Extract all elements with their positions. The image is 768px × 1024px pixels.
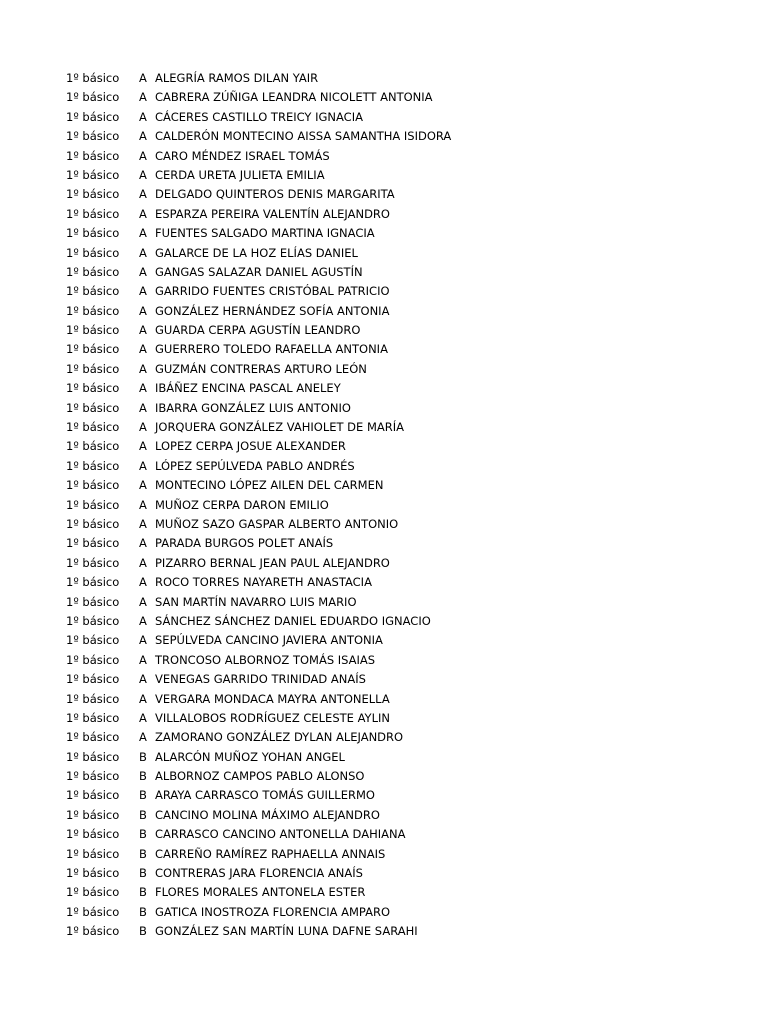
student-row [0,185,768,204]
section-cell: A [139,187,147,202]
student-row [0,786,768,805]
student-row [0,147,768,166]
section-cell: B [139,924,147,939]
student-name-cell: IBÁÑEZ ENCINA PASCAL ANELEY [155,381,341,396]
section-cell: A [139,342,147,357]
student-name-cell: ZAMORANO GONZÁLEZ DYLAN ALEJANDRO [155,730,404,745]
student-row [0,573,768,592]
student-row [0,651,768,670]
student-row [0,399,768,418]
section-cell: A [139,575,147,590]
grade-cell: 1º básico [66,866,120,881]
section-cell: A [139,458,147,473]
section-cell: A [139,226,147,241]
student-name-cell: ESPARZA PEREIRA VALENTÍN ALEJANDRO [155,206,390,221]
student-name-cell: MUÑOZ CERPA DARON EMILIO [155,497,329,512]
student-row [0,476,768,495]
student-row [0,728,768,747]
grade-cell: 1º básico [66,264,120,279]
student-name-cell: ARAYA CARRASCO TOMÁS GUILLERMO [155,788,375,803]
student-row [0,340,768,359]
student-name-cell: CONTRERAS JARA FLORENCIA ANAÍS [155,866,363,881]
student-name-cell: SEPÚLVEDA CANCINO JAVIERA ANTONIA [155,633,383,648]
student-row [0,864,768,883]
grade-cell: 1º básico [66,148,120,163]
section-cell: A [139,129,147,144]
student-name-cell: PARADA BURGOS POLET ANAÍS [155,536,334,551]
grade-cell: 1º básico [66,458,120,473]
student-row [0,88,768,107]
grade-cell: 1º básico [66,633,120,648]
grade-cell: 1º básico [66,594,120,609]
grade-cell: 1º básico [66,323,120,338]
student-name-cell: ALARCÓN MUÑOZ YOHAN ANGEL [155,749,345,764]
student-name-cell: SÁNCHEZ SÁNCHEZ DANIEL EDUARDO IGNACIO [155,613,431,628]
grade-cell: 1º básico [66,691,120,706]
section-cell: A [139,148,147,163]
student-row [0,922,768,941]
grade-cell: 1º básico [66,652,120,667]
student-row [0,418,768,437]
student-name-cell: FLORES MORALES ANTONELA ESTER [155,885,366,900]
grade-cell: 1º básico [66,342,120,357]
grade-cell: 1º básico [66,129,120,144]
student-row [0,709,768,728]
student-row [0,263,768,282]
student-row [0,631,768,650]
student-name-cell: JORQUERA GONZÁLEZ VAHIOLET DE MARÍA [155,420,404,435]
student-row [0,360,768,379]
student-row [0,670,768,689]
section-cell: B [139,904,147,919]
grade-cell: 1º básico [66,226,120,241]
student-name-cell: GATICA INOSTROZA FLORENCIA AMPARO [155,904,391,919]
student-row [0,845,768,864]
section-cell: A [139,264,147,279]
section-cell: B [139,846,147,861]
student-name-cell: GANGAS SALAZAR DANIEL AGUSTÍN [155,264,363,279]
student-row [0,825,768,844]
grade-cell: 1º básico [66,187,120,202]
grade-cell: 1º básico [66,769,120,784]
section-cell: A [139,672,147,687]
student-row [0,554,768,573]
grade-cell: 1º básico [66,284,120,299]
grade-cell: 1º básico [66,71,120,85]
section-cell: A [139,497,147,512]
student-row [0,806,768,825]
student-name-cell: MONTECINO LÓPEZ AILEN DEL CARMEN [155,478,384,493]
section-cell: A [139,439,147,454]
section-cell: A [139,633,147,648]
student-name-cell: ROCO TORRES NAYARETH ANASTACIA [155,575,372,590]
student-row [0,437,768,456]
section-cell: B [139,769,147,784]
student-name-cell: LÓPEZ SEPÚLVEDA PABLO ANDRÉS [155,458,355,473]
section-cell: A [139,323,147,338]
section-cell: B [139,807,147,822]
student-row [0,883,768,902]
grade-cell: 1º básico [66,575,120,590]
student-name-cell: CARREÑO RAMÍREZ RAPHAELLA ANNAIS [155,846,386,861]
grade-cell: 1º básico [66,478,120,493]
section-cell: A [139,652,147,667]
grade-cell: 1º básico [66,381,120,396]
student-name-cell: DELGADO QUINTEROS DENIS MARGARITA [155,187,395,202]
student-name-cell: MUÑOZ SAZO GASPAR ALBERTO ANTONIO [155,516,399,531]
grade-cell: 1º básico [66,361,120,376]
section-cell: A [139,381,147,396]
grade-cell: 1º básico [66,710,120,725]
student-name-cell: VENEGAS GARRIDO TRINIDAD ANAÍS [155,672,366,687]
student-row [0,69,768,88]
grade-cell: 1º básico [66,90,120,105]
student-name-cell: CERDA URETA JULIETA EMILIA [155,167,325,182]
student-name-cell: GUERRERO TOLEDO RAFAELLA ANTONIA [155,342,388,357]
student-name-cell: CARRASCO CANCINO ANTONELLA DAHIANA [155,827,406,842]
student-name-cell: LOPEZ CERPA JOSUE ALEXANDER [155,439,346,454]
grade-cell: 1º básico [66,672,120,687]
grade-cell: 1º básico [66,516,120,531]
section-cell: A [139,516,147,531]
student-name-cell: CABRERA ZÚÑIGA LEANDRA NICOLETT ANTONIA [155,90,433,105]
student-list [0,69,768,942]
section-cell: A [139,710,147,725]
student-row [0,282,768,301]
section-cell: A [139,613,147,628]
student-row [0,457,768,476]
student-name-cell: CANCINO MOLINA MÁXIMO ALEJANDRO [155,807,380,822]
student-name-cell: GARRIDO FUENTES CRISTÓBAL PATRICIO [155,284,390,299]
grade-cell: 1º básico [66,846,120,861]
student-row [0,224,768,243]
student-row [0,302,768,321]
section-cell: B [139,866,147,881]
grade-cell: 1º básico [66,555,120,570]
student-row [0,903,768,922]
student-name-cell: PIZARRO BERNAL JEAN PAUL ALEJANDRO [155,555,390,570]
student-row [0,690,768,709]
student-name-cell: CALDERÓN MONTECINO AISSA SAMANTHA ISIDORA [155,129,452,144]
student-row [0,748,768,767]
grade-cell: 1º básico [66,613,120,628]
grade-cell: 1º básico [66,807,120,822]
grade-cell: 1º básico [66,730,120,745]
section-cell: A [139,90,147,105]
student-row [0,534,768,553]
section-cell: A [139,420,147,435]
student-name-cell: VILLALOBOS RODRÍGUEZ CELESTE AYLIN [155,710,390,725]
section-cell: A [139,478,147,493]
student-name-cell: GONZÁLEZ SAN MARTÍN LUNA DAFNE SARAHI [155,924,418,939]
student-row [0,593,768,612]
student-name-cell: ALBORNOZ CAMPOS PABLO ALONSO [155,769,365,784]
grade-cell: 1º básico [66,206,120,221]
student-row [0,166,768,185]
grade-cell: 1º básico [66,924,120,939]
section-cell: A [139,167,147,182]
grade-cell: 1º básico [66,245,120,260]
student-row [0,127,768,146]
section-cell: B [139,749,147,764]
student-row [0,767,768,786]
grade-cell: 1º básico [66,536,120,551]
section-cell: A [139,730,147,745]
student-name-cell: ALEGRÍA RAMOS DILAN YAIR [155,71,319,85]
section-cell: B [139,885,147,900]
section-cell: A [139,691,147,706]
student-row [0,515,768,534]
student-name-cell: GUZMÁN CONTRERAS ARTURO LEÓN [155,361,367,376]
student-row [0,379,768,398]
student-name-cell: IBARRA GONZÁLEZ LUIS ANTONIO [155,400,351,415]
section-cell: A [139,400,147,415]
grade-cell: 1º básico [66,827,120,842]
student-row [0,108,768,127]
student-name-cell: GALARCE DE LA HOZ ELÍAS DANIEL [155,245,358,260]
student-name-cell: CÁCERES CASTILLO TREICY IGNACIA [155,109,363,124]
section-cell: A [139,303,147,318]
section-cell: A [139,206,147,221]
grade-cell: 1º básico [66,904,120,919]
student-name-cell: VERGARA MONDACA MAYRA ANTONELLA [155,691,390,706]
student-row [0,496,768,515]
section-cell: A [139,245,147,260]
student-row [0,205,768,224]
section-cell: A [139,594,147,609]
section-cell: A [139,361,147,376]
student-name-cell: TRONCOSO ALBORNOZ TOMÁS ISAIAS [155,652,376,667]
student-name-cell: GUARDA CERPA AGUSTÍN LEANDRO [155,323,361,338]
grade-cell: 1º básico [66,420,120,435]
student-row [0,612,768,631]
student-row [0,244,768,263]
student-row [0,321,768,340]
grade-cell: 1º básico [66,788,120,803]
grade-cell: 1º básico [66,400,120,415]
grade-cell: 1º básico [66,749,120,764]
student-name-cell: GONZÁLEZ HERNÁNDEZ SOFÍA ANTONIA [155,303,390,318]
student-name-cell: FUENTES SALGADO MARTINA IGNACIA [155,226,375,241]
grade-cell: 1º básico [66,109,120,124]
section-cell: A [139,555,147,570]
student-name-cell: SAN MARTÍN NAVARRO LUIS MARIO [155,594,357,609]
section-cell: B [139,788,147,803]
grade-cell: 1º básico [66,885,120,900]
grade-cell: 1º básico [66,497,120,512]
section-cell: A [139,71,147,85]
grade-cell: 1º básico [66,303,120,318]
grade-cell: 1º básico [66,167,120,182]
section-cell: B [139,827,147,842]
section-cell: A [139,536,147,551]
section-cell: A [139,284,147,299]
grade-cell: 1º básico [66,439,120,454]
section-cell: A [139,109,147,124]
student-name-cell: CARO MÉNDEZ ISRAEL TOMÁS [155,148,330,163]
